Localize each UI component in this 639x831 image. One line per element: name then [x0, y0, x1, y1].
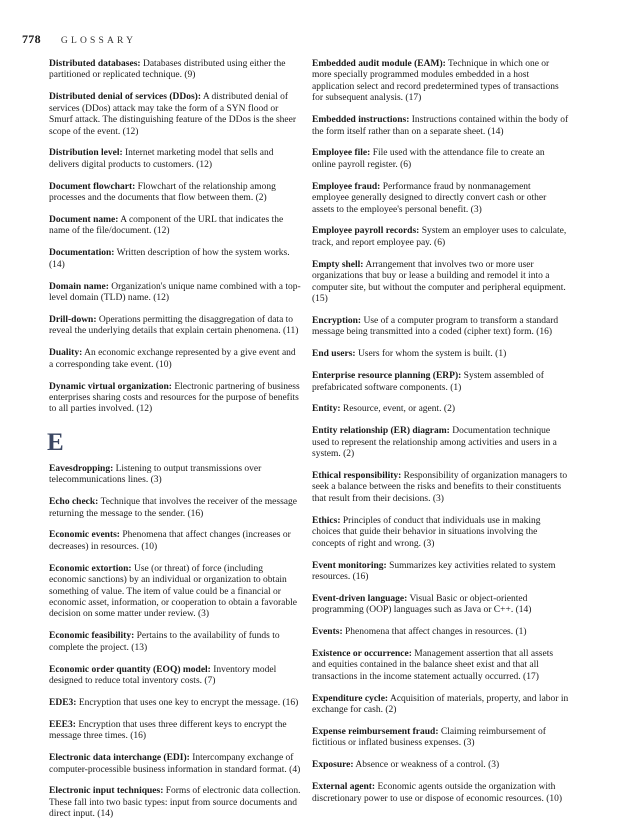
glossary-term: Economic order quantity (EOQ) model:: [49, 664, 211, 675]
glossary-entry: [49, 665, 301, 688]
glossary-entry: [312, 694, 569, 717]
glossary-entry: [312, 115, 569, 138]
glossary-definition: Technique that involves the receiver of the message returning the message to the sender. (16): [49, 497, 297, 519]
glossary-definition: Pertains to the availability of funds to complete the project. (13): [49, 631, 280, 653]
glossary-term: Distributed databases:: [49, 59, 141, 69]
glossary-term: End users:: [312, 349, 356, 360]
glossary-term: Encryption:: [312, 315, 362, 326]
glossary-definition: Acquisition of materials, property, and labor in exchange for cash. (2): [312, 693, 569, 716]
glossary-definition: Management assertion that all assets and equities contained in the balance sheet exist and that all transactions in the income statement actually occurred. (17): [312, 649, 554, 682]
glossary-entry: [49, 698, 301, 709]
glossary-definition: Operations permitting the disaggregation of data to reveal the underlying details that explain certain phenomena. (11): [49, 315, 299, 337]
glossary-entry: [49, 59, 301, 82]
glossary-entry: [49, 148, 301, 171]
glossary-entry: [312, 594, 569, 617]
glossary-definition: Intercompany exchange of computer-processible business information in standard format. (4): [49, 753, 301, 775]
glossary-entry: [49, 464, 301, 487]
glossary-term: Embedded audit module (EAM):: [312, 59, 446, 69]
glossary-entry: [312, 627, 569, 638]
glossary-definition: Flowchart of the relationship among processes and the documents that flow between them. (2): [49, 181, 276, 204]
glossary-entry: [49, 786, 301, 820]
glossary-term: Document name:: [49, 215, 119, 226]
glossary-term: Economic events:: [49, 530, 120, 541]
glossary-term: Expenditure cycle:: [312, 693, 389, 704]
glossary-definition: Phenomena that affect changes in resources. (1): [345, 627, 527, 638]
glossary-term: Embedded instructions:: [312, 115, 410, 126]
glossary-entry: [312, 727, 569, 750]
glossary-definition: System an employer uses to calculate, track, and report employee pay. (6): [312, 226, 567, 248]
glossary-entry: [49, 282, 301, 305]
glossary-entry: [49, 631, 301, 654]
glossary-term: EDE3:: [49, 697, 77, 708]
glossary-term: Document flowchart:: [49, 181, 136, 192]
glossary-entry: [49, 315, 301, 338]
right-entries: [312, 59, 569, 805]
left-top-entries: [49, 59, 301, 416]
glossary-definition: File used with the attendance file to create an online payroll register. (6): [312, 148, 545, 170]
glossary-entry: [312, 148, 569, 171]
glossary-entry: [312, 226, 569, 249]
glossary-definition: Written description of how the system works. (14): [49, 248, 290, 270]
glossary-definition: An economic exchange represented by a give event and a corresponding take event. (10): [49, 348, 296, 370]
glossary-entry: [312, 649, 569, 683]
glossary-term: Employee fraud:: [312, 181, 381, 192]
glossary-term: Expense reimbursement fraud:: [312, 727, 439, 738]
glossary-term: Entity relationship (ER) diagram:: [312, 426, 450, 437]
glossary-entry: [312, 426, 569, 460]
page-header: [22, 30, 136, 46]
glossary-term: Documentation:: [49, 248, 115, 259]
glossary-entry: [49, 215, 301, 238]
glossary-term: Exposure:: [312, 760, 354, 771]
glossary-definition: Users for whom the system is built. (1): [357, 349, 507, 360]
glossary-term: Distributed denial of services (DDos):: [49, 92, 201, 103]
glossary-definition: Databases distributed using either the partitioned or replicated technique. (9): [49, 59, 286, 81]
glossary-definition: Visual Basic or object-oriented programming (OOP) languages such as Java or C++. (14): [312, 593, 532, 616]
glossary-definition: Phenomena that affect changes (increases or decreases) in resources. (10): [49, 530, 291, 552]
glossary-entry: [312, 561, 569, 584]
glossary-entry: [49, 92, 301, 138]
glossary-definition: Summarizes key activities related to system resources. (16): [312, 560, 556, 582]
glossary-definition: Claiming reimbursement of fictitious or inflated business expenses. (3): [312, 727, 546, 749]
glossary-entry: [312, 59, 569, 105]
glossary-entry: [312, 760, 569, 771]
glossary-definition: Encryption that uses one key to encrypt the message. (16): [78, 697, 299, 708]
glossary-entry: [312, 471, 569, 505]
glossary-term: Ethical responsibility:: [312, 471, 402, 482]
glossary-entry: [312, 782, 569, 805]
glossary-entry: [312, 182, 569, 216]
glossary-entry: [49, 530, 301, 553]
glossary-entry: [312, 349, 569, 360]
glossary-entry: [49, 564, 301, 621]
glossary-term: External agent:: [312, 782, 376, 793]
glossary-definition: Inventory model designed to reduce total inventory costs. (7): [49, 664, 277, 687]
glossary-definition: Use (or threat) of force (including economic sanctions) by an individual or organization to obtain something of value. The item of value could be a financial or economic asset, information, or cooperation to obtain a favorable decision on some matter under review. (3): [49, 563, 297, 620]
glossary-definition: Instructions contained within the body of the form itself rather than on a separate sheet. (14): [312, 115, 569, 137]
page-number: 778: [22, 32, 41, 46]
glossary-term: Event-driven language:: [312, 593, 408, 604]
glossary-term: Economic extortion:: [49, 563, 132, 574]
glossary-term: Electronic data interchange (EDI):: [49, 753, 190, 764]
glossary-term: Domain name:: [49, 281, 109, 292]
glossary-definition: Use of a computer program to transform a standard message being transmitted into a coded (cipher text) form. (16): [312, 315, 559, 338]
left-bottom-entries: [49, 464, 301, 821]
glossary-entry: [312, 260, 569, 306]
glossary-definition: A component of the URL that indicates the name of the file/document. (12): [49, 215, 284, 237]
glossary-definition: Arrangement that involves two or more user organizations that buy or lease a building and remodel it into a computer site, but without the computer and peripheral equipment. (15): [312, 259, 566, 304]
glossary-entry: [312, 404, 569, 415]
glossary-entry: [49, 248, 301, 271]
left-column: [49, 59, 301, 831]
glossary-definition: A distributed denial of services (DDos) attack may take the form of a SYN flood or Smurf attack. The distinguishing feature of the DDos is the sheer scope of the event. (12): [49, 92, 297, 137]
glossary-term: Enterprise resource planning (ERP):: [312, 371, 462, 382]
glossary-definition: Listening to output transmissions over telecommunications lines. (3): [49, 463, 262, 486]
glossary-term: Distribution level:: [49, 148, 123, 159]
section-letter-heading: E: [47, 428, 64, 456]
glossary-term: Echo check:: [49, 497, 99, 508]
glossary-term: Electronic input techniques:: [49, 786, 164, 797]
glossary-term: Economic feasibility:: [49, 631, 135, 642]
glossary-term: Employee payroll records:: [312, 226, 420, 237]
glossary-term: EEE3:: [49, 719, 76, 730]
glossary-definition: Technique in which one or more specially programmed modules embedded in a host application select and record predetermined types of transactions for subsequent analysis. (17): [312, 59, 559, 104]
glossary-term: Empty shell:: [312, 259, 364, 270]
glossary-definition: System assembled of prefabricated software components. (1): [312, 371, 544, 393]
glossary-entry: [49, 182, 301, 205]
glossary-definition: Forms of electronic data collection. These fall into two basic types: input from source documents and direct input. (14): [49, 786, 301, 820]
glossary-term: Dynamic virtual organization:: [49, 381, 172, 392]
glossary-definition: Resource, event, or agent. (2): [342, 404, 455, 415]
glossary-entry: [49, 753, 301, 776]
glossary-definition: Organization's unique name combined with a top-level domain (TLD) name. (12): [49, 281, 301, 304]
glossary-definition: Electronic partnering of business enterprises sharing costs and resources for the purpose of benefits to all parties involved. (12): [49, 381, 300, 415]
glossary-term: Ethics:: [312, 515, 341, 526]
running-title: GLOSSARY: [60, 36, 137, 46]
glossary-term: Event monitoring:: [312, 560, 387, 571]
glossary-definition: Performance fraud by nonmanagement employee generally designed to directly convert cash or other assets to the employee's personal benefit. (3): [312, 181, 547, 215]
glossary-definition: Internet marketing model that sells and delivers digital products to customers. (12): [49, 148, 274, 170]
glossary-definition: Principles of conduct that individuals use in making choices that guide their behavior in situations involving the concepts of right and wrong. (3): [312, 515, 541, 549]
glossary-entry: [49, 382, 301, 416]
glossary-definition: Absence or weakness of a control. (3): [355, 760, 500, 771]
glossary-term: Existence or occurrence:: [312, 649, 412, 660]
right-column: [312, 59, 569, 816]
glossary-term: Events:: [312, 627, 343, 638]
glossary-term: Eavesdropping:: [49, 463, 114, 474]
glossary-entry: [312, 316, 569, 339]
glossary-definition: Economic agents outside the organization with discretionary power to use or dispose of economic resources. (10): [312, 782, 563, 804]
glossary-definition: Encryption that uses three different keys to encrypt the message three times. (16): [49, 719, 287, 742]
glossary-entry: [312, 516, 569, 550]
glossary-term: Drill-down:: [49, 315, 97, 325]
glossary-entry: [312, 371, 569, 394]
glossary-entry: [49, 348, 301, 371]
glossary-entry: [49, 720, 301, 743]
glossary-definition: Responsibility of organization managers to seek a balance between the risks and benefits to their constituents that result from their decisions. (3): [312, 471, 568, 504]
glossary-term: Employee file:: [312, 148, 371, 159]
glossary-term: Duality:: [49, 348, 83, 359]
glossary-term: Entity:: [312, 404, 341, 415]
glossary-definition: Documentation technique used to represent the relationship among activities and users in a system. (2): [312, 426, 557, 460]
glossary-entry: [49, 497, 301, 520]
